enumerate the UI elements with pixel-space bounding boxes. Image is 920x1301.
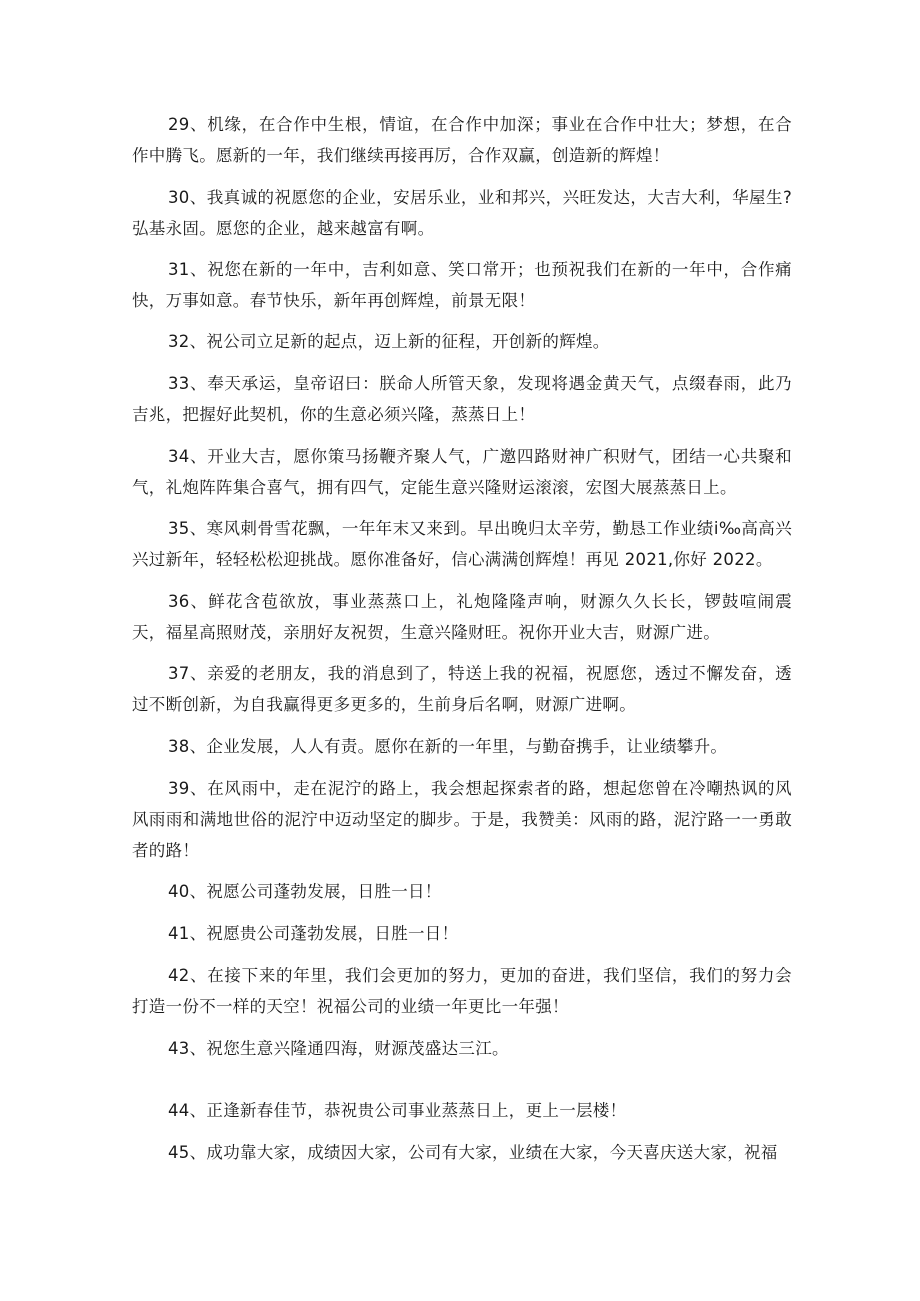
paragraph-42: 42、在接下来的年里，我们会更加的努力，更加的奋进，我们坚信，我们的努力会打造一份不一样的天空！祝福公司的业绩一年更比一年强！: [132, 966, 792, 1016]
paragraph-43: 43、祝您生意兴隆通四海，财源茂盛达三江。: [168, 1039, 509, 1058]
paragraph-35: 35、寒风刺骨雪花飘，一年年末又来到。早出晚归太辛劳，勤恳工作业绩i‰高高兴兴过新年，轻轻松松迎挑战。愿你准备好，信心满满创辉煌！再见 2021,你好 2022。: [132, 519, 792, 569]
paragraph-41: 41、祝愿贵公司蓬勃发展，日胜一日！: [168, 924, 459, 943]
paragraph-44: 44、正逢新春佳节，恭祝贵公司事业蒸蒸日上，更上一层楼！: [168, 1101, 627, 1120]
paragraph-31: 31、祝您在新的一年中，吉利如意、笑口常开；也预祝我们在新的一年中，合作痛快，万事如意。春节快乐，新年再创辉煌，前景无限！: [132, 260, 792, 310]
paragraph-40: 40、祝愿公司蓬勃发展，日胜一日！: [168, 882, 442, 901]
paragraph-33: 33、奉天承运，皇帝诏曰：朕命人所管天象，发现将遇金黄天气，点缀春雨，此乃吉兆，把握好此契机，你的生意必须兴隆，蒸蒸日上！: [132, 374, 792, 424]
paragraph-34: 34、开业大吉，愿你策马扬鞭齐聚人气，广邀四路财神广积财气，团结一心共聚和气，礼炮阵阵集合喜气，拥有四气，定能生意兴隆财运滚滚，宏图大展蒸蒸日上。: [132, 447, 792, 497]
paragraph-45: 45、成功靠大家，成绩因大家，公司有大家，业绩在大家，今天喜庆送大家，祝福: [168, 1143, 778, 1162]
paragraph-32: 32、祝公司立足新的起点，迈上新的征程，开创新的辉煌。: [168, 332, 610, 351]
paragraph-30: 30、我真诚的祝愿您的企业，安居乐业，业和邦兴，兴旺发达，大吉大利，华屋生?弘基永固。愿您的企业，越来越富有啊。: [132, 188, 792, 238]
paragraph-37: 37、亲爱的老朋友，我的消息到了，特送上我的祝福，祝愿您，透过不懈发奋，透过不断创新，为自我赢得更多更多的，生前身后名啊，财源广进啊。: [132, 664, 792, 714]
paragraph-36: 36、鲜花含苞欲放，事业蒸蒸口上，礼炮隆隆声响，财源久久长长，锣鼓喧闹震天，福星高照财茂，亲朋好友祝贺，生意兴隆财旺。祝你开业大吉，财源广进。: [132, 592, 792, 642]
paragraph-39: 39、在风雨中，走在泥泞的路上，我会想起探索者的路，想起您曾在冷嘲热讽的风风雨雨和满地世俗的泥泞中迈动坚定的脚步。于是，我赞美：风雨的路，泥泞路一一勇敢者的路！: [132, 779, 792, 860]
paragraph-38: 38、企业发展，人人有责。愿你在新的一年里，与勤奋携手，让业绩攀升。: [168, 737, 728, 756]
paragraph-29: 29、机缘，在合作中生根，情谊，在合作中加深；事业在合作中壮大；梦想，在合作中腾飞。愿新的一年，我们继续再接再厉，合作双赢，创造新的辉煌！: [132, 115, 792, 165]
